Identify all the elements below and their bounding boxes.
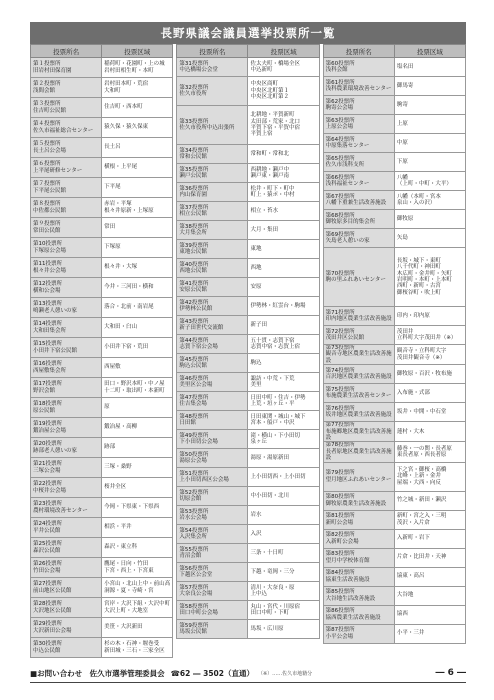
station-name: 第60投票所 浅科会館 [323, 58, 394, 77]
station-name: 第６投票所 上平尾研修センター [31, 158, 102, 178]
table-row [323, 153, 465, 172]
station-name: 第43投票所 新子田世代交流館 [177, 316, 248, 335]
station-area: 相立・苔水 [248, 202, 319, 221]
table-row [31, 518, 173, 538]
table-row [177, 582, 319, 601]
station-name: 第59投票所 馬坂公民館 [177, 620, 248, 639]
station-name: 第67投票所 八幡下重兼生活改善施設 [323, 191, 394, 210]
station-name: 第11投票所 根々井公会場 [31, 258, 102, 278]
table-row [177, 164, 319, 183]
station-area: 西屋敷 [102, 358, 173, 378]
station-area: 協東・高呂 [394, 567, 465, 586]
station-name: 第48投票所 日田館 [177, 411, 248, 430]
table-row [177, 221, 319, 240]
table-row [31, 278, 173, 298]
table-row [323, 307, 465, 326]
station-area: 上小田切西・上小田切 [248, 468, 319, 487]
station-name: 第14投票所 大和田集会所 [31, 318, 102, 338]
table-row [31, 298, 173, 318]
table-row [31, 98, 173, 118]
table-row [31, 218, 173, 238]
table-row [31, 238, 173, 258]
table-row [323, 624, 465, 643]
station-name: 第54投票所 入沢集会所 [177, 525, 248, 544]
station-name: 第64投票所 中原集落センター [323, 134, 394, 153]
table-header-row [31, 45, 173, 58]
table-row [323, 326, 465, 345]
station-area: 森沢・東立科 [102, 538, 173, 558]
station-area: 佐太夫町・橋場全区 中込新町 [248, 58, 319, 77]
station-name: 第22投票所 中桜井公会場 [31, 478, 102, 498]
station-area: 茂田井 立科町大字茂田井（※） [394, 326, 465, 345]
table-row [31, 578, 173, 598]
table-row [323, 605, 465, 624]
table-row [177, 58, 319, 77]
table-row [177, 449, 319, 468]
table-row [177, 506, 319, 525]
station-name: 第51投票所 上小田切西区公会場 [177, 468, 248, 487]
station-name: 第55投票所 青沼会館 [177, 544, 248, 563]
station-name: 第83投票所 望月中学校体育館 [323, 548, 394, 567]
table-row [31, 538, 173, 558]
table-row [323, 134, 465, 153]
station-name: 第20投票所 跡部老人憩いの家 [31, 438, 102, 458]
station-area: 三塚・桑野 [102, 458, 173, 478]
station-area: 入新町・岩下 [394, 529, 465, 548]
station-area: 小宮山・北山上中・前山高 洞源・夏・寺崎・宮 [102, 578, 173, 598]
station-area: 北耕地・平賀新町 太田部・荒家・北口 平賀下宿・平賀中宿 平賀上宿 [248, 106, 319, 145]
footer-phone: ☎62 ― 3502（直通） [170, 668, 254, 678]
station-area: 日田中町・住吉・伊勢 上荒・垣ヶ丘・平 [248, 392, 319, 411]
station-name: 第18投票所 原公民館 [31, 398, 102, 418]
header-area: 投票区域 [394, 45, 465, 58]
table-row [31, 198, 173, 218]
station-name: 第23投票所 農村環境改善センター [31, 498, 102, 518]
table-row [177, 202, 319, 221]
table-row [31, 598, 173, 618]
station-name: 第12投票所 横和公会場 [31, 278, 102, 298]
station-area: 猿久保・猿久保東 [102, 118, 173, 138]
table-row [177, 468, 319, 487]
table-row [323, 422, 465, 442]
station-name: 第16投票所 西屋敷集会所 [31, 358, 102, 378]
station-area: 今井・三河田・横和 [102, 278, 173, 298]
table-column [30, 44, 173, 658]
station-area: 東地 [248, 240, 319, 259]
station-area: 協西 [394, 605, 465, 624]
station-name: 第32投票所 佐久市役所 [177, 77, 248, 106]
station-area: 塩名田 [394, 58, 465, 77]
table-row [323, 58, 465, 77]
station-name: 第36投票所 内山保育園 [177, 183, 248, 202]
table-row [323, 115, 465, 134]
station-area: 観音寺・立科町大字 茂田井観音寺（※） [394, 345, 465, 365]
header-name: 投票所名 [31, 45, 102, 58]
table-row [177, 297, 319, 316]
table-row [323, 548, 465, 567]
table-row [323, 462, 465, 491]
station-area: 上原 [394, 115, 465, 134]
station-area: 御牧原・百沢・牧布施 [394, 365, 465, 384]
station-area: 横根・上平尾 [102, 158, 173, 178]
station-area: 丸山・宮代・川原宿 田口中町・下町 [248, 601, 319, 620]
station-area: 伊勢林・紅雲台・駒場 [248, 297, 319, 316]
table-row [323, 248, 465, 307]
station-name: 第１投票所 旧岩村田保育園 [31, 58, 102, 78]
station-name: 第25投票所 森沢公民館 [31, 538, 102, 558]
table-row [177, 77, 319, 106]
table-row [177, 145, 319, 164]
station-name: 第21投票所 三塚公会場 [31, 458, 102, 478]
table-row [177, 240, 319, 259]
station-area: 赤岩・平塚 根々井原新・上塚原 [102, 198, 173, 218]
table-row [177, 354, 319, 373]
table-row [177, 620, 319, 639]
table-row [177, 259, 319, 278]
station-area: 五十貫・志賀下宿 志賀中宿・志賀上宿 [248, 335, 319, 354]
table-row [323, 365, 465, 384]
table-row [323, 567, 465, 586]
station-area: 矢島 [394, 229, 465, 248]
station-name: 第61投票所 浅科農業環境改善センター [323, 77, 394, 96]
station-name: 第50投票所 湯原公会場 [177, 449, 248, 468]
table-row [323, 77, 465, 96]
station-name: 第４投票所 佐久市福祉総合センター [31, 118, 102, 138]
table-header-row [177, 45, 319, 58]
station-name: 第62投票所 駒寄公会場 [323, 96, 394, 115]
table-row [177, 487, 319, 506]
station-area: 滝・横山・下小田切 泉ヶ丘 [248, 430, 319, 449]
station-name: 第46投票所 美里区公会場 [177, 373, 248, 392]
station-area: 稲荷町・花園町・上の城 岩村田相生町・本町 [102, 58, 173, 78]
station-name: 第73投票所 観音寺地区農業生活改善施設 [323, 345, 394, 365]
table-column [176, 44, 319, 658]
table-row [31, 438, 173, 458]
station-name: 第72投票所 茂田井区公民館 [323, 326, 394, 345]
station-name: 第70投票所 駒の里ふれあいセンター [323, 248, 394, 307]
table-row [177, 373, 319, 392]
table-row [323, 345, 465, 365]
station-name: 第82投票所 入新町公会場 [323, 529, 394, 548]
station-name: 第８投票所 中佐都公民館 [31, 198, 102, 218]
table-row [177, 430, 319, 449]
station-name: 第58投票所 田口中町公会場 [177, 601, 248, 620]
station-name: 第28投票所 大沢地区公民館 [31, 598, 102, 618]
station-name: 第71投票所 印内地区農業生活改善施設 [323, 307, 394, 326]
table-row [31, 638, 173, 658]
station-area: 入沢 [248, 525, 319, 544]
table-row [31, 418, 173, 438]
table-row [31, 338, 173, 358]
station-name: 第２投票所 浅間会館 [31, 78, 102, 98]
station-name: 第63投票所 上原公会場 [323, 115, 394, 134]
table-column [323, 44, 466, 658]
table-row [31, 138, 173, 158]
station-name: 第47投票所 住吉集会場 [177, 392, 248, 411]
station-area: 安原 [248, 278, 319, 297]
table-row [177, 411, 319, 430]
station-area: 中小田切・北川 [248, 487, 319, 506]
station-name: 第33投票所 佐久市役所中込出張所 [177, 106, 248, 145]
station-name: 第７投票所 下平尾公民館 [31, 178, 102, 198]
table-body [323, 58, 465, 644]
table-row [31, 358, 173, 378]
table-row [31, 378, 173, 398]
station-name: 第65投票所 佐久市浅科支所 [323, 153, 394, 172]
station-area: 竹之城・新田・瀬沢 [394, 491, 465, 510]
station-area: 下之宮・御桜・高橋 北峰・上新・金井 屋端・大西・向反 [394, 462, 465, 491]
station-area: 常和町・常和北 [248, 145, 319, 164]
table-row [31, 318, 173, 338]
station-name: 第９投票所 常田公民館 [31, 218, 102, 238]
station-name: 第87投票所 小平公会場 [323, 624, 394, 643]
table-row [31, 478, 173, 498]
table-row [323, 384, 465, 403]
station-name: 第86投票所 協西農業生活改善施設 [323, 605, 394, 624]
station-name: 第66投票所 浅科福祉センター [323, 172, 394, 191]
station-area: 西地 [248, 259, 319, 278]
table-row [177, 183, 319, 202]
station-area: 松井・町下・町中 町上・猿ポ・中村 [248, 183, 319, 202]
station-name: 第57投票所 大奈良公会場 [177, 582, 248, 601]
station-name: 第74投票所 百沢地区農業生活改善施設 [323, 365, 394, 384]
table-header-row [323, 45, 465, 58]
station-area: 坂井・中開・中石堂 [394, 403, 465, 422]
table-row [31, 58, 173, 78]
polling-table [323, 44, 466, 644]
table-row [323, 491, 465, 510]
station-area: 岩水 [248, 506, 319, 525]
station-area: 御牧原 [394, 210, 465, 229]
station-name: 第31投票所 中込橋場公会堂 [177, 58, 248, 77]
station-area: 中原 [394, 134, 465, 153]
footer-inquiry: ■お問い合わせ 佐久市選挙管理委員会 [30, 668, 165, 678]
station-area: 新子田 [248, 316, 319, 335]
station-area: 入布施・式部 [394, 384, 465, 403]
station-area: 清川・大奈良・原 上中込 [248, 582, 319, 601]
station-name: 第５投票所 長土呂公会場 [31, 138, 102, 158]
station-area: 大谷地 [394, 586, 465, 605]
station-name: 第37投票所 相立公民館 [177, 202, 248, 221]
table-body [177, 58, 319, 639]
station-name: 第10投票所 下塚原公会場 [31, 238, 102, 258]
station-area: 小平・三井 [394, 624, 465, 643]
table-row [177, 601, 319, 620]
station-name: 第81投票所 新町公会場 [323, 510, 394, 529]
station-area: 鷹尾・日向・竹田 下宮・西上・下宮東 [102, 558, 173, 578]
table-row [31, 618, 173, 638]
table-body [31, 58, 173, 658]
station-name: 第78投票所 長者原地区農業生活改善施設 [323, 442, 394, 462]
station-area: 片倉・比田井・天神 [394, 548, 465, 567]
table-row [177, 563, 319, 582]
table-row [31, 398, 173, 418]
station-name: 第３投票所 住吉町公民館 [31, 98, 102, 118]
table-row [177, 544, 319, 563]
station-area: 田口・野沢本町・中ノ屋 十二町・取出町・本新町 [102, 378, 173, 398]
station-name: 第68投票所 御牧原多目的集会所 [323, 210, 394, 229]
station-area: 小田井下宿・荒田 [102, 338, 173, 358]
station-name: 第85投票所 大谷地生活改善施設 [323, 586, 394, 605]
table-row [31, 258, 173, 278]
station-name: 第44投票所 志賀下宿公会場 [177, 335, 248, 354]
page-number: ― 6 ― [435, 668, 466, 678]
table-row [323, 96, 465, 115]
station-name: 第52投票所 切原会館 [177, 487, 248, 506]
polling-table [176, 44, 319, 639]
station-area: 八幡（本町・宮本 泉山・入の沢） [394, 191, 465, 210]
station-area: 下原 [394, 153, 465, 172]
table-row [177, 106, 319, 145]
station-area: 住吉町・西本町 [102, 98, 173, 118]
station-area: 根々井・大塚 [102, 258, 173, 278]
station-name: 第42投票所 伊勢林公民館 [177, 297, 248, 316]
station-area: 日田東関・城山・城下 宮本・船戸・中沢 [248, 411, 319, 430]
station-name: 第84投票所 協東生活改善施設 [323, 567, 394, 586]
table-row [177, 525, 319, 544]
page-title-text: 長野県議会議員選挙投票所一覧 [160, 26, 336, 40]
station-name: 第38投票所 大月集会所 [177, 221, 248, 240]
station-area: 桜井全区 [102, 478, 173, 498]
polling-station-tables [30, 44, 466, 658]
station-area: 大和田・臼山 [102, 318, 173, 338]
station-name: 第30投票所 中込公民館 [31, 638, 102, 658]
station-name: 第56投票所 下越区公会堂 [177, 563, 248, 582]
station-name: 第53投票所 岩水公会場 [177, 506, 248, 525]
table-row [31, 458, 173, 478]
station-area: 御馬寄 [394, 77, 465, 96]
station-area: 諏訪・中荒・下荒 美里 [248, 373, 319, 392]
station-area: 原 [102, 398, 173, 418]
station-name: 第26投票所 竹田公会場 [31, 558, 102, 578]
station-area: 新町・宮之入・三明 茂沢・入片倉 [394, 510, 465, 529]
station-area: 八幡 （上町・中町・大平） [394, 172, 465, 191]
station-area: 三条・十日町 [248, 544, 319, 563]
station-area: 跡部 [102, 438, 173, 458]
station-name: 第40投票所 西地公民館 [177, 259, 248, 278]
station-area: 湯原・湯原新田 [248, 449, 319, 468]
station-name: 第77投票所 布施郷地区農業生活改善施設 [323, 422, 394, 442]
table-row [323, 529, 465, 548]
station-name: 第17投票所 野沢会館 [31, 378, 102, 398]
station-area: 相浜・平井 [102, 518, 173, 538]
header-area: 投票区域 [248, 45, 319, 58]
station-area: 宮岸・大沢下組・大沢中町 大沢上町・大地室 [102, 598, 173, 618]
station-name: 第13投票所 鳴瀬老人憩いの家 [31, 298, 102, 318]
table-row [31, 118, 173, 138]
header-area: 投票区域 [102, 45, 173, 58]
station-name: 第34投票所 常和公民館 [177, 145, 248, 164]
table-row [177, 392, 319, 411]
station-area: 藤巻・一の関・長者原 東長者原・西長者原 [394, 442, 465, 462]
table-row [323, 172, 465, 191]
station-name: 第49投票所 下小田切公会場 [177, 430, 248, 449]
table-row [323, 210, 465, 229]
table-row [323, 191, 465, 210]
table-row [323, 229, 465, 248]
table-row [31, 78, 173, 98]
station-area: 下越・竜岡・三分 [248, 563, 319, 582]
table-row [323, 403, 465, 422]
station-area: 長土呂 [102, 138, 173, 158]
station-area: 馬坂・広川原 [248, 620, 319, 639]
station-area: 杉の木・石神・堰巻受 新田城・三石・三家全区 [102, 638, 173, 658]
station-name: 第79投票所 望月地区ふれあいセンター [323, 462, 394, 491]
table-row [323, 586, 465, 605]
station-area: 印内・印内原 [394, 307, 465, 326]
station-area: 大月・集田 [248, 221, 319, 240]
footer [30, 664, 466, 682]
station-area: 中央区商町 中央区北町第１ 中央区北町第２ [248, 77, 319, 106]
station-area: 駒寄 [394, 96, 465, 115]
footer-note: （※）……佐久市地籍分 [257, 670, 313, 677]
station-name: 第35投票所 瀬戸公民館 [177, 164, 248, 183]
table-row [177, 316, 319, 335]
station-area: 長坂・城下・東町 八千代町・神田町 木広町・金井町・矢町 岩明町・本町・上本町 西町・新町・古宮 御桜谷町・吹上町 [394, 248, 465, 307]
header-name: 投票所名 [323, 45, 394, 58]
station-area: 岩村田本町・荒宿 大和町 [102, 78, 173, 98]
table-row [31, 178, 173, 198]
station-area: 鍛冶屋・高柳 [102, 418, 173, 438]
polling-table [30, 44, 173, 658]
station-area: 美笹・大沢新田 [102, 618, 173, 638]
station-name: 第80投票所 御牧原農業生活改善施設 [323, 491, 394, 510]
header-name: 投票所名 [177, 45, 248, 58]
station-name: 第15投票所 小田井下宿公民館 [31, 338, 102, 358]
station-area: 今岡・下県東・下県西 [102, 498, 173, 518]
table-row [323, 510, 465, 529]
table-row [177, 335, 319, 354]
table-row [31, 498, 173, 518]
station-area: 落合・北前・南岩尾 [102, 298, 173, 318]
station-name: 第45投票所 駒込公民館 [177, 354, 248, 373]
table-row [177, 278, 319, 297]
station-area: 下塚原 [102, 238, 173, 258]
table-row [31, 158, 173, 178]
station-name: 第76投票所 坂井地区農業生活改善施設 [323, 403, 394, 422]
station-area: 下平尾 [102, 178, 173, 198]
station-name: 第27投票所 前山地区公民館 [31, 578, 102, 598]
footer-rule [30, 682, 466, 683]
station-area: 常田 [102, 218, 173, 238]
station-name: 第41投票所 安原公民館 [177, 278, 248, 297]
station-area: 蓮村・大木 [394, 422, 465, 442]
station-name: 第69投票所 矢島老人憩いの家 [323, 229, 394, 248]
station-name: 第24投票所 平井公民館 [31, 518, 102, 538]
station-name: 第39投票所 東地公民館 [177, 240, 248, 259]
station-name: 第29投票所 大沢新田公会場 [31, 618, 102, 638]
table-row [31, 558, 173, 578]
station-area: 駒込 [248, 354, 319, 373]
station-name: 第75投票所 布施農業生活改善センター [323, 384, 394, 403]
table-row [323, 442, 465, 462]
station-area: 西耕地・瀬戸中 瀬戸東・瀬戸南 [248, 164, 319, 183]
page-title [30, 22, 466, 44]
station-name: 第19投票所 鍛冶屋公会場 [31, 418, 102, 438]
